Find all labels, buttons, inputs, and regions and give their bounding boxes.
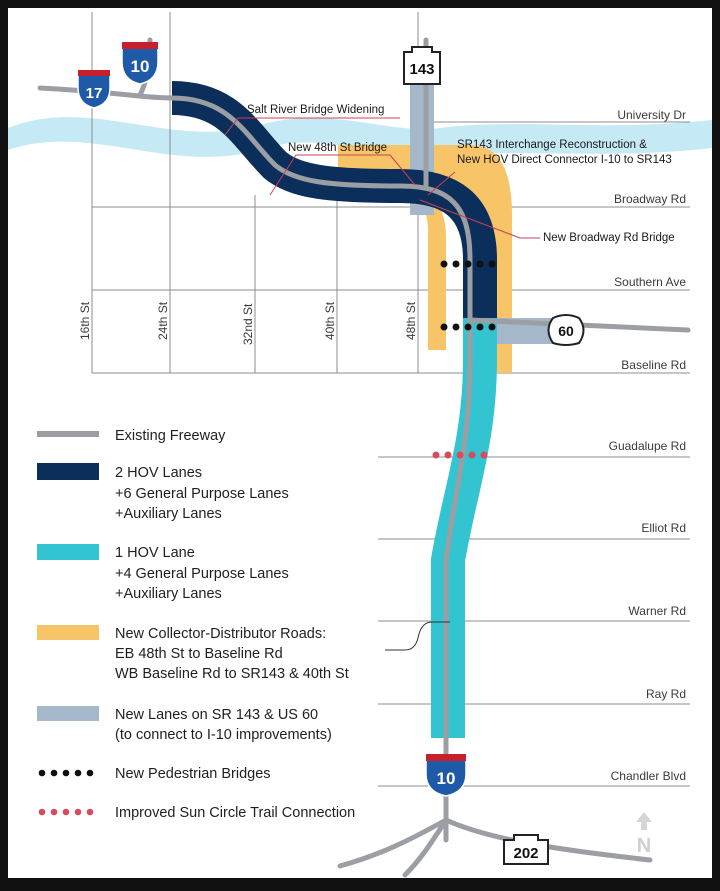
legend-hov2-line3: +Auxiliary Lanes (115, 506, 222, 522)
label-broadway: Broadway Rd (613, 192, 686, 206)
sr143-shield (404, 47, 440, 84)
callout-48th-bridge: New 48th St Bridge (288, 142, 388, 154)
callout-salt-river: Salt River Bridge Widening (247, 104, 385, 116)
i10-south-shield (426, 754, 466, 796)
legend-hov2-line2: +6 General Purpose Lanes (115, 486, 289, 502)
legend-sr143-line2: (to connect to I-10 improvements) (115, 727, 332, 743)
north-letter: N (636, 835, 652, 857)
legend-hov1-line1: 1 HOV Lane (115, 545, 195, 561)
legend-hov1-line2: +4 General Purpose Lanes (115, 566, 289, 582)
label-24th: 24th St (156, 301, 170, 340)
label-32nd: 32nd St (241, 303, 255, 345)
callout-broadway-bridge: New Broadway Rd Bridge (543, 232, 675, 244)
label-elliot: Elliot Rd (641, 521, 686, 535)
us60-shield (549, 315, 584, 345)
label-warner: Warner Rd (628, 604, 686, 618)
label-ray: Ray Rd (645, 687, 686, 701)
legend-sr143-line1: New Lanes on SR 143 & US 60 (115, 707, 319, 723)
callout-sr143-line1: SR143 Interchange Reconstruction & (457, 139, 647, 151)
sr143-number: 143 (409, 61, 435, 78)
i10-south-number: 10 (436, 769, 456, 788)
label-16th: 16th St (78, 301, 92, 340)
label-baseline: Baseline Rd (621, 358, 686, 372)
label-guadalupe: Guadalupe Rd (608, 439, 686, 453)
label-40th: 40th St (323, 301, 337, 340)
label-southern: Southern Ave (614, 275, 686, 289)
legend-pedestrian-label: New Pedestrian Bridges (115, 766, 271, 782)
legend-trail-label: Improved Sun Circle Trail Connection (115, 805, 356, 821)
callout-sr143-line2: New HOV Direct Connector I-10 to SR143 (457, 154, 672, 166)
legend-collector-line1: New Collector-Distributor Roads: (115, 626, 327, 642)
sr202-shield (504, 835, 548, 864)
i17-number: 17 (85, 85, 103, 102)
label-chandler: Chandler Blvd (610, 769, 686, 783)
legend-existing-label: Existing Freeway (115, 428, 226, 444)
legend-hov1-line3: +Auxiliary Lanes (115, 586, 222, 602)
sr202-number: 202 (513, 845, 539, 862)
i10-north-number: 10 (130, 57, 150, 76)
label-48th: 48th St (404, 301, 418, 340)
label-university: University Dr (617, 108, 686, 122)
legend-collector-line2: EB 48th St to Baseline Rd (115, 646, 283, 662)
us60-number: 60 (558, 323, 574, 339)
legend-collector-line3: WB Baseline Rd to SR143 & 40th St (115, 666, 349, 682)
i17-shield (78, 70, 110, 108)
i10-north-shield (122, 42, 158, 84)
legend-hov2-line1: 2 HOV Lanes (115, 465, 203, 481)
